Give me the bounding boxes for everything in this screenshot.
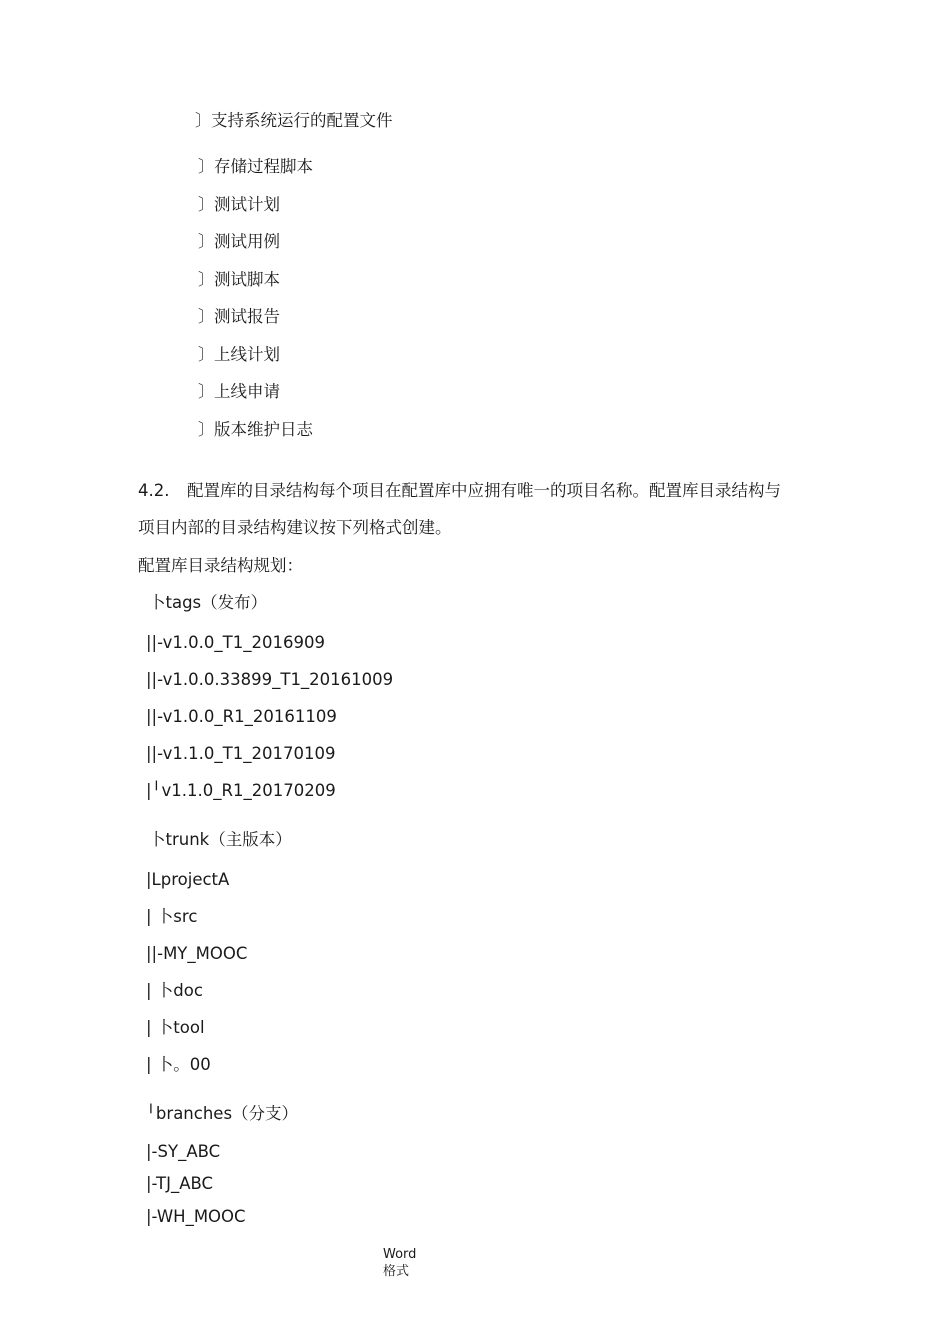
- bullet-text: 测试脚本: [214, 270, 280, 289]
- section-text-line1: 配置库的目录结构每个项目在配置库中应拥有唯一的项目名称。配置库目录结构与: [187, 481, 781, 500]
- bullet-text: 测试报告: [214, 307, 280, 326]
- bullet-mark: 〕: [198, 157, 215, 176]
- bullet-mark: 〕: [198, 270, 215, 289]
- tree-trunk-item: | 卜src: [146, 907, 198, 926]
- tree-branch-item: |-TJ_ABC: [146, 1174, 214, 1193]
- tree-tag-item: |╵v1.1.0_R1_20170209: [146, 781, 336, 800]
- bullet-item: [198, 381, 280, 403]
- bullet-item: [198, 231, 280, 253]
- tree-tag-item: ||-v1.0.0.33899_T1_20161009: [146, 670, 394, 689]
- tree-branch-item: |-WH_MOOC: [146, 1207, 246, 1226]
- bullet-text: 支持系统运行的配置文件: [211, 111, 393, 130]
- bullet-item: [198, 269, 280, 291]
- bullet-item: [198, 156, 313, 178]
- tree-trunk-item: | 卜tool: [146, 1018, 205, 1037]
- bullet-text: 测试用例: [214, 232, 280, 251]
- bullet-text: 上线计划: [214, 345, 280, 364]
- bullet-mark: 〕: [198, 232, 215, 251]
- tree-tags-header: 卜tags（发布）: [149, 593, 268, 612]
- bullet-item: [198, 344, 280, 366]
- bullet-text: 测试计划: [214, 195, 280, 214]
- bullet-mark: 〕: [198, 420, 215, 439]
- tree-tag-item: ||-v1.0.0_R1_20161109: [146, 707, 337, 726]
- tree-tag-item: ||-v1.1.0_T1_20170109: [146, 744, 336, 763]
- bullet-mark: 〕: [198, 195, 215, 214]
- section-heading: [138, 480, 781, 502]
- bullet-text: 存储过程脚本: [214, 157, 313, 176]
- bullet-text: 版本维护日志: [214, 420, 313, 439]
- tree-branches-header: ╵branches（分支）: [146, 1104, 299, 1123]
- tree-branch-item: |-SY_ABC: [146, 1142, 221, 1161]
- section-number: 4.2.: [138, 481, 170, 500]
- tree-trunk-item: ||-MY_MOOC: [146, 944, 248, 963]
- bullet-mark: 〕: [195, 111, 212, 130]
- section-text-line2: 项目内部的目录结构建议按下列格式创建。: [138, 518, 452, 537]
- plan-label: 配置库目录结构规划：: [138, 556, 303, 575]
- footer-word: Word: [383, 1247, 417, 1262]
- footer-format: 格式: [383, 1264, 410, 1279]
- bullet-item: [198, 419, 313, 441]
- bullet-mark: 〕: [198, 382, 215, 401]
- bullet-item: [198, 194, 280, 216]
- tree-trunk-item: | 卜。00: [146, 1055, 211, 1074]
- tree-trunk-item: |LprojectA: [146, 870, 230, 889]
- tree-trunk-header: 卜trunk（主版本）: [149, 830, 292, 849]
- bullet-item: [198, 306, 280, 328]
- tree-trunk-item: | 卜doc: [146, 981, 203, 1000]
- bullet-item: [195, 110, 393, 132]
- bullet-mark: 〕: [198, 345, 215, 364]
- bullet-text: 上线申请: [214, 382, 280, 401]
- bullet-mark: 〕: [198, 307, 215, 326]
- tree-tag-item: ||-v1.0.0_T1_2016909: [146, 633, 325, 652]
